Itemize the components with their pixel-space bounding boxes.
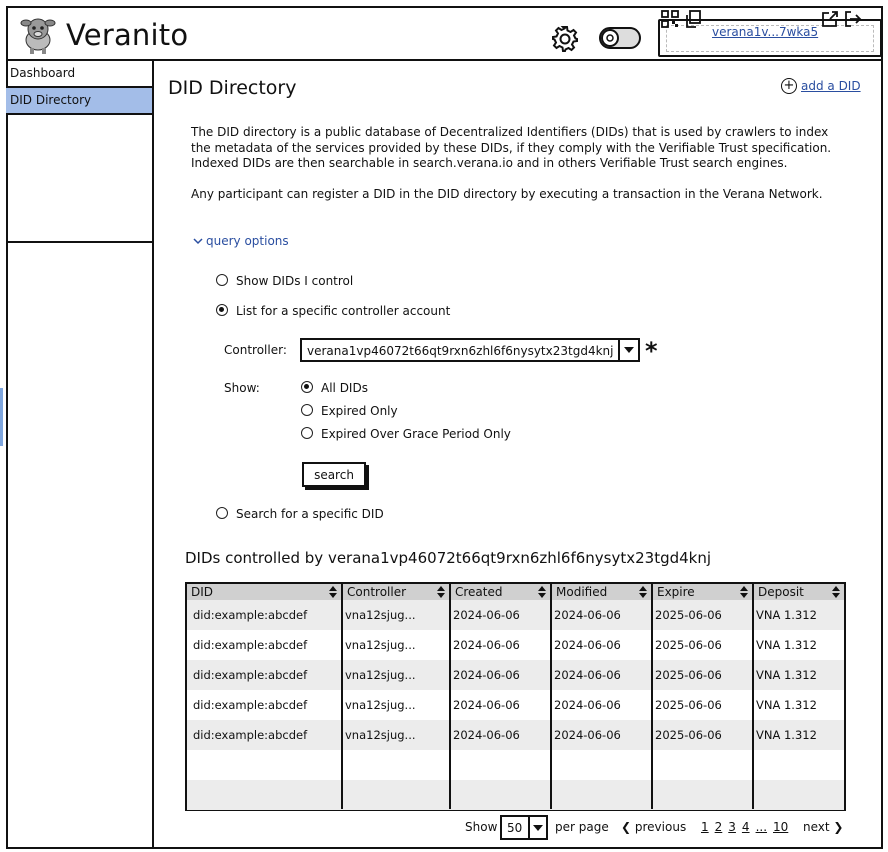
column-header-label: Expire xyxy=(657,585,695,599)
per-page-select[interactable] xyxy=(500,815,548,840)
per-page-value: 50 xyxy=(507,821,523,835)
logout-icon[interactable] xyxy=(844,10,862,28)
settings-icon[interactable] xyxy=(551,25,579,53)
sidebar-item-label: Dashboard xyxy=(10,66,76,80)
query-options-label: query options xyxy=(206,234,289,248)
cell-deposit: VNA 1.312 xyxy=(756,608,817,622)
column-header-label: Modified xyxy=(556,585,608,599)
show-label: Show: xyxy=(224,381,260,395)
sidebar xyxy=(6,61,154,243)
add-did-button[interactable] xyxy=(781,78,861,94)
did-table xyxy=(185,582,846,811)
cell-modified: 2024-06-06 xyxy=(554,668,621,682)
sort-icon[interactable] xyxy=(832,586,840,598)
cell-created: 2024-06-06 xyxy=(453,608,520,622)
previous-label: previous xyxy=(634,820,687,834)
cell-modified: 2024-06-06 xyxy=(554,608,621,622)
cell-expire: 2025-06-06 xyxy=(655,698,722,712)
sort-icon[interactable] xyxy=(639,586,647,598)
chevron-right-icon: ❯ xyxy=(833,820,844,834)
cell-expire: 2025-06-06 xyxy=(655,728,722,742)
option-label: Expired Only xyxy=(321,404,398,418)
column-header-expire[interactable] xyxy=(653,584,752,600)
theme-toggle-icon[interactable] xyxy=(599,25,641,51)
intro-paragraph: The DID directory is a public database of Decentralized Identifiers (DIDs) that is used by crawlers to index the metadata of the services provided by these DIDs, if they comply with the Verifiable Trust specification. Indexed DIDs are then searchable in search.verana.io and in others Verifiable Trust search engines. xyxy=(191,125,832,170)
option-label: Search for a specific DID xyxy=(236,507,384,521)
query-options-toggle[interactable] xyxy=(193,234,289,248)
previous-button[interactable] xyxy=(621,820,686,834)
option-label: Show DIDs I control xyxy=(236,274,354,288)
cell-created: 2024-06-06 xyxy=(453,728,520,742)
sort-icon[interactable] xyxy=(329,586,337,598)
next-button[interactable] xyxy=(803,820,843,834)
cell-did[interactable]: did:example:abcdef xyxy=(193,608,308,622)
column-header-label: DID xyxy=(191,585,214,599)
table-row-empty xyxy=(187,780,844,810)
radio-show-controlled[interactable] xyxy=(216,274,228,286)
radio-specific-controller[interactable] xyxy=(216,304,228,316)
page-ellipsis: ... xyxy=(755,820,768,834)
plus-circle-icon: + xyxy=(781,78,797,94)
column-divider xyxy=(550,584,552,809)
pagination-show-label: Show xyxy=(465,820,498,834)
chevron-down-icon[interactable] xyxy=(528,817,546,838)
page-link[interactable]: 2 xyxy=(714,820,723,834)
per-page-label: per page xyxy=(555,820,609,834)
external-link-icon[interactable] xyxy=(821,10,839,28)
page-link[interactable]: 1 xyxy=(701,820,709,834)
cell-created: 2024-06-06 xyxy=(453,638,520,652)
sidebar-divider xyxy=(152,61,154,849)
column-divider xyxy=(341,584,343,809)
option-label: All DIDs xyxy=(321,381,368,395)
app-logo xyxy=(16,12,60,56)
cell-modified: 2024-06-06 xyxy=(554,698,621,712)
table-row-empty xyxy=(187,750,844,780)
required-marker: * xyxy=(645,337,658,365)
option-label: List for a specific controller account xyxy=(236,304,451,318)
table-title: DIDs controlled by verana1vp46072t66qt9rxn6zhl6f6nysytx23tgd4knj xyxy=(185,549,712,567)
cell-created: 2024-06-06 xyxy=(453,668,520,682)
page-link-last[interactable]: 10 xyxy=(773,820,789,834)
column-divider xyxy=(449,584,451,809)
add-did-label: add a DID xyxy=(801,78,861,93)
controller-value: verana1vp46072t66qt9rxn6zhl6f6nysytx23tgd4knj xyxy=(307,344,614,358)
column-header-created[interactable] xyxy=(451,584,550,600)
controller-label: Controller: xyxy=(224,343,287,357)
column-header-label: Created xyxy=(455,585,503,599)
cell-deposit: VNA 1.312 xyxy=(756,698,817,712)
column-divider xyxy=(651,584,653,809)
cell-did[interactable]: did:example:abcdef xyxy=(193,728,308,742)
column-header-deposit[interactable] xyxy=(754,584,844,600)
page-title: DID Directory xyxy=(168,77,297,99)
radio-expired-only[interactable] xyxy=(301,404,313,416)
cell-modified: 2024-06-06 xyxy=(554,728,621,742)
cell-deposit: VNA 1.312 xyxy=(756,728,817,742)
cell-controller: vna12sjug... xyxy=(345,608,416,622)
cell-did[interactable]: did:example:abcdef xyxy=(193,638,308,652)
column-header-label: Deposit xyxy=(758,585,804,599)
column-divider xyxy=(752,584,754,809)
sidebar-item-did-directory[interactable] xyxy=(6,88,152,115)
column-header-did[interactable] xyxy=(187,584,341,600)
cell-created: 2024-06-06 xyxy=(453,698,520,712)
controller-select[interactable] xyxy=(300,338,640,362)
sort-icon[interactable] xyxy=(437,586,445,598)
search-button[interactable]: search xyxy=(302,462,366,487)
cell-did[interactable]: did:example:abcdef xyxy=(193,698,308,712)
copy-icon[interactable] xyxy=(684,10,702,28)
cell-controller: vna12sjug... xyxy=(345,698,416,712)
sort-icon[interactable] xyxy=(538,586,546,598)
chevron-left-icon: ❮ xyxy=(621,820,632,834)
page-link[interactable]: 4 xyxy=(741,820,750,834)
column-header-modified[interactable] xyxy=(552,584,651,600)
option-label: Expired Over Grace Period Only xyxy=(321,427,511,441)
intro-paragraph-2: Any participant can register a DID in the DID directory by executing a transaction in the Verana Network. xyxy=(191,187,823,201)
chevron-down-icon xyxy=(193,237,203,245)
column-header-label: Controller xyxy=(347,585,407,599)
radio-all-dids[interactable] xyxy=(301,381,313,393)
cell-controller: vna12sjug... xyxy=(345,668,416,682)
next-label: next xyxy=(803,820,830,834)
page-numbers xyxy=(701,820,794,834)
chevron-down-icon[interactable] xyxy=(618,340,638,360)
account-address-link[interactable]: verana1v...7wka5 xyxy=(712,25,819,39)
page-link[interactable]: 3 xyxy=(728,820,736,834)
column-header-controller[interactable] xyxy=(343,584,449,600)
cell-expire: 2025-06-06 xyxy=(655,638,722,652)
qr-code-icon[interactable] xyxy=(661,10,679,28)
sidebar-item-dashboard[interactable] xyxy=(6,61,152,88)
cell-did[interactable]: did:example:abcdef xyxy=(193,668,308,682)
cell-modified: 2024-06-06 xyxy=(554,638,621,652)
cell-controller: vna12sjug... xyxy=(345,638,416,652)
window-edge-marker xyxy=(0,388,3,446)
radio-search-did[interactable] xyxy=(216,507,228,519)
cell-controller: vna12sjug... xyxy=(345,728,416,742)
sidebar-item-label: DID Directory xyxy=(10,93,92,107)
app-title: Veranito xyxy=(66,18,189,52)
cell-expire: 2025-06-06 xyxy=(655,608,722,622)
cell-deposit: VNA 1.312 xyxy=(756,668,817,682)
radio-expired-grace[interactable] xyxy=(301,427,313,439)
cell-expire: 2025-06-06 xyxy=(655,668,722,682)
sort-icon[interactable] xyxy=(740,586,748,598)
cell-deposit: VNA 1.312 xyxy=(756,638,817,652)
